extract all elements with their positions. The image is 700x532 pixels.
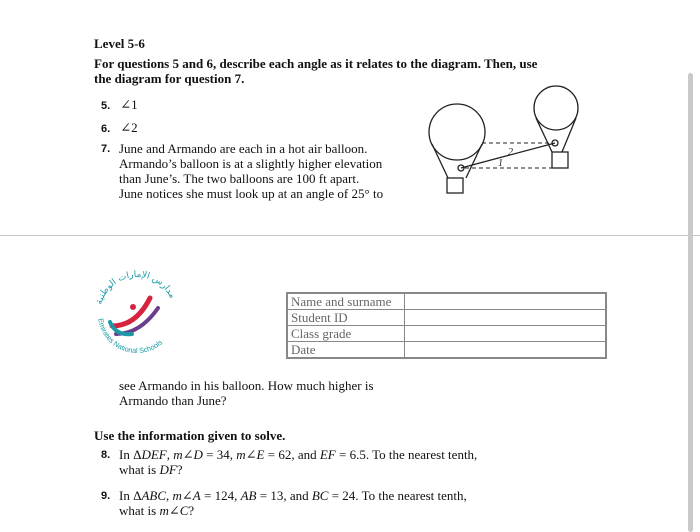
question-6-angle: ∠2: [120, 120, 138, 135]
question-8-line-2: what is DF?: [119, 462, 183, 477]
right-basket: [552, 152, 568, 168]
question-5: [101, 96, 138, 114]
class-grade-label: Class grade: [287, 326, 405, 342]
question-6: [101, 119, 138, 137]
date-label: Date: [287, 342, 405, 359]
table-row: [287, 342, 606, 359]
left-basket: [447, 178, 463, 193]
question-7-line-1: June and Armando are each in a hot air balloon.: [119, 141, 368, 156]
date-field[interactable]: [405, 342, 607, 359]
left-balloon: [429, 104, 485, 160]
question-7-number: 7.: [101, 143, 111, 155]
angle-label-1: 1: [498, 158, 503, 169]
question-9-text: [119, 488, 467, 518]
question-7-line-4: June notices she must look up at an angle of 25° to: [119, 186, 384, 201]
instructions-line-1: For questions 5 and 6, describe each angle as it relates to the diagram. Then, use: [94, 56, 538, 71]
question-5-number: 5.: [101, 100, 111, 112]
angle-label-2: 2: [508, 147, 513, 158]
table-row: [287, 293, 606, 310]
question-9-line-1: In ΔABC, m∠A = 124, AB = 13, and BC = 24. To the nearest tenth,: [119, 488, 467, 503]
question-6-number: 6.: [101, 123, 111, 135]
table-row: [287, 310, 606, 326]
logo-english-text: Emirates National Schools: [96, 317, 165, 356]
question-8-line-1: In ΔDEF, m∠D = 34, m∠E = 62, and EF = 6.5. To the nearest tenth,: [119, 447, 478, 462]
right-balloon: [534, 86, 578, 130]
question-7-continuation: [119, 378, 374, 408]
question-8-number: 8.: [101, 449, 111, 461]
class-grade-field[interactable]: [405, 326, 607, 342]
student-id-field[interactable]: [405, 310, 607, 326]
instructions-line-2: the diagram for question 7.: [94, 71, 245, 86]
question-7-text: [119, 141, 383, 201]
question-5-angle: ∠1: [120, 97, 138, 112]
student-id-label: Student ID: [287, 310, 405, 326]
logo-swoosh-purple: [116, 308, 158, 334]
vertical-scrollbar[interactable]: [688, 73, 693, 532]
page-divider: [0, 235, 700, 236]
section-2-heading: Use the information given to solve.: [94, 428, 286, 443]
school-logo: [92, 264, 182, 364]
name-field[interactable]: [405, 293, 607, 310]
student-info-table: [286, 292, 607, 359]
logo-arabic-text: مدارس الإمارات الوطنية: [94, 269, 178, 306]
question-7-line-3: than June’s. The two balloons are 100 ft apart.: [119, 171, 360, 186]
name-label: Name and surname: [287, 293, 405, 310]
question-7-continuation-line-2: Armando than June?: [119, 393, 227, 408]
logo-dot: [130, 304, 136, 310]
question-7-continuation-line-1: see Armando in his balloon. How much higher is: [119, 378, 374, 393]
table-row: [287, 326, 606, 342]
level-heading: Level 5-6: [94, 36, 145, 51]
question-9-number: 9.: [101, 490, 111, 502]
question-7-line-2: Armando’s balloon is at a slightly higher elevation: [119, 156, 383, 171]
question-9-line-2: what is m∠C?: [119, 503, 195, 518]
question-8-text: [119, 447, 477, 477]
balloon-diagram: [425, 82, 585, 200]
